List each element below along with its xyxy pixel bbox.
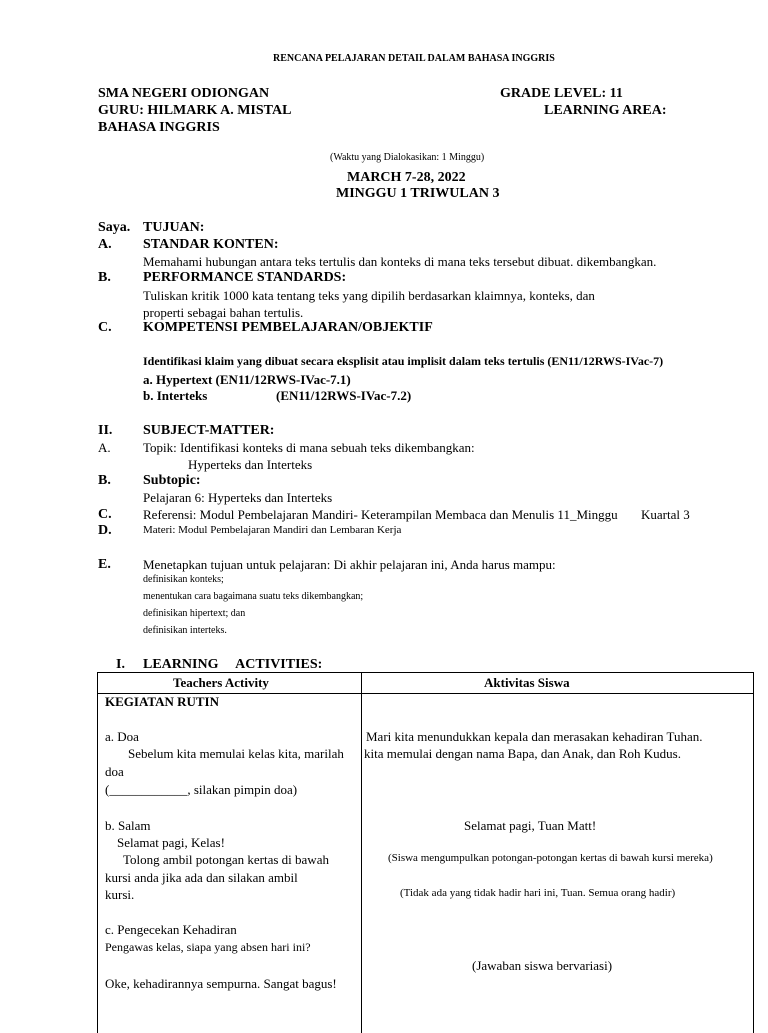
greeting-teacher-line: kursi. [105, 887, 135, 902]
teacher-column-header: Teachers Activity [173, 675, 269, 690]
performance-standard-title: PERFORMANCE STANDARDS: [143, 270, 347, 285]
goal-item: definisikan konteks; [143, 574, 224, 585]
topic-text: Topik: Identifikasi konteks di mana sebuah teks dikembangkan: [143, 440, 475, 455]
prayer-teacher-line: Sebelum kita memulai kelas kita, marilah [128, 746, 344, 761]
greeting-teacher-line: Selamat pagi, Kelas! [117, 835, 225, 850]
prayer-label: a. Doa [105, 729, 139, 744]
reference-letter: C. [98, 507, 112, 522]
reference-text: Referensi: Modul Pembelajaran Mandiri- Keterampilan Membaca dan Menulis 11_Minggu [143, 507, 618, 522]
attendance-label: c. Pengecekan Kehadiran [105, 922, 237, 937]
competency-intertext-label: b. Interteks [143, 388, 208, 403]
subtopic-title: Subtopic: [143, 473, 201, 488]
table-column-divider [361, 673, 362, 1033]
objectives-title: TUJUAN: [143, 220, 205, 235]
subtopic-text: Pelajaran 6: Hyperteks dan Interteks [143, 490, 333, 505]
goal-item: definisikan interteks. [143, 625, 227, 636]
greeting-teacher-line: kursi anda jika ada dan silakan ambil [105, 870, 298, 885]
goal-item: menentukan cara bagaimana suatu teks dikembangkan; [143, 591, 364, 602]
attendance-teacher-line: Pengawas kelas, siapa yang absen hari ini? [105, 940, 311, 954]
content-standard-text: Memahami hubungan antara teks tertulis dan konteks di mana teks tersebut dibuat. dikembangkan. [143, 254, 657, 269]
competency-title: KOMPETENSI PEMBELAJARAN/OBJEKTIF [143, 320, 433, 335]
topic-subtext: Hyperteks dan Interteks [188, 457, 313, 472]
attendance-teacher-line: Oke, kehadirannya sempurna. Sangat bagus! [105, 976, 337, 991]
materials-letter: D. [98, 523, 112, 538]
school-name: SMA NEGERI ODIONGAN [98, 86, 270, 101]
prayer-student-line: kita memulai dengan nama Bapa, dan Anak, dan Roh Kudus. [364, 746, 681, 761]
prayer-teacher-line: (____________, silakan pimpin doa) [105, 782, 298, 797]
materials-text: Materi: Modul Pembelajaran Mandiri dan Lembaran Kerja [143, 524, 402, 536]
subject-matter-number: II. [98, 423, 113, 438]
subject-matter-title: SUBJECT-MATTER: [143, 423, 275, 438]
goal-letter: E. [98, 557, 111, 572]
content-standard-letter: A. [98, 237, 112, 252]
lesson-week: MINGGU 1 TRIWULAN 3 [336, 186, 500, 201]
grade-level: GRADE LEVEL: 11 [500, 86, 623, 101]
objectives-number: Saya. [98, 220, 131, 235]
topic-letter: A. [98, 440, 111, 455]
competency-intertext-code: (EN11/12RWS-IVac-7.2) [276, 388, 412, 403]
time-allotment: (Waktu yang Dialokasikan: 1 Minggu) [330, 152, 485, 163]
greeting-student-line: (Tidak ada yang tidak hadir hari ini, Tuan. Semua orang hadir) [400, 887, 676, 899]
subtopic-letter: B. [98, 473, 111, 488]
activities-number: I. [116, 657, 125, 672]
learning-area-label: LEARNING AREA: [544, 103, 667, 118]
lesson-date: MARCH 7-28, 2022 [347, 170, 466, 185]
competency-letter: C. [98, 320, 112, 335]
attendance-student-line: (Jawaban siswa bervariasi) [472, 958, 613, 973]
competency-hypertext: a. Hypertext (EN11/12RWS-IVac-7.1) [143, 372, 351, 387]
performance-standard-text: Tuliskan kritik 1000 kata tentang teks yang dipilih berdasarkan klaimnya, konteks, dan [143, 288, 595, 303]
reference-quarter: Kuartal 3 [641, 507, 690, 522]
prayer-student-line: Mari kita menundukkan kepala dan merasakan kehadiran Tuhan. [366, 729, 703, 744]
activities-title: LEARNING ACTIVITIES: [143, 657, 323, 672]
routine-heading: KEGIATAN RUTIN [105, 694, 220, 709]
performance-standard-letter: B. [98, 270, 111, 285]
goal-item: definisikan hipertext; dan [143, 608, 246, 619]
greeting-teacher-line: Tolong ambil potongan kertas di bawah [123, 852, 329, 867]
prayer-teacher-line: doa [105, 764, 124, 779]
competency-text: Identifikasi klaim yang dibuat secara eksplisit atau implisit dalam teks tertulis (EN11/12RWS-IVac-7) [143, 354, 664, 368]
goal-text: Menetapkan tujuan untuk pelajaran: Di akhir pelajaran ini, Anda harus mampu: [143, 557, 556, 572]
student-column-header: Aktivitas Siswa [484, 675, 570, 690]
content-standard-title: STANDAR KONTEN: [143, 237, 279, 252]
performance-standard-text-2: properti sebagai bahan tertulis. [143, 305, 304, 320]
teacher-name: GURU: HILMARK A. MISTAL [98, 103, 292, 118]
subject-name: BAHASA INGGRIS [98, 120, 220, 135]
greeting-label: b. Salam [105, 818, 151, 833]
document-title: RENCANA PELAJARAN DETAIL DALAM BAHASA INGGRIS [273, 53, 555, 64]
greeting-student-line: Selamat pagi, Tuan Matt! [464, 818, 597, 833]
greeting-student-line: (Siswa mengumpulkan potongan-potongan kertas di bawah kursi mereka) [388, 852, 713, 864]
